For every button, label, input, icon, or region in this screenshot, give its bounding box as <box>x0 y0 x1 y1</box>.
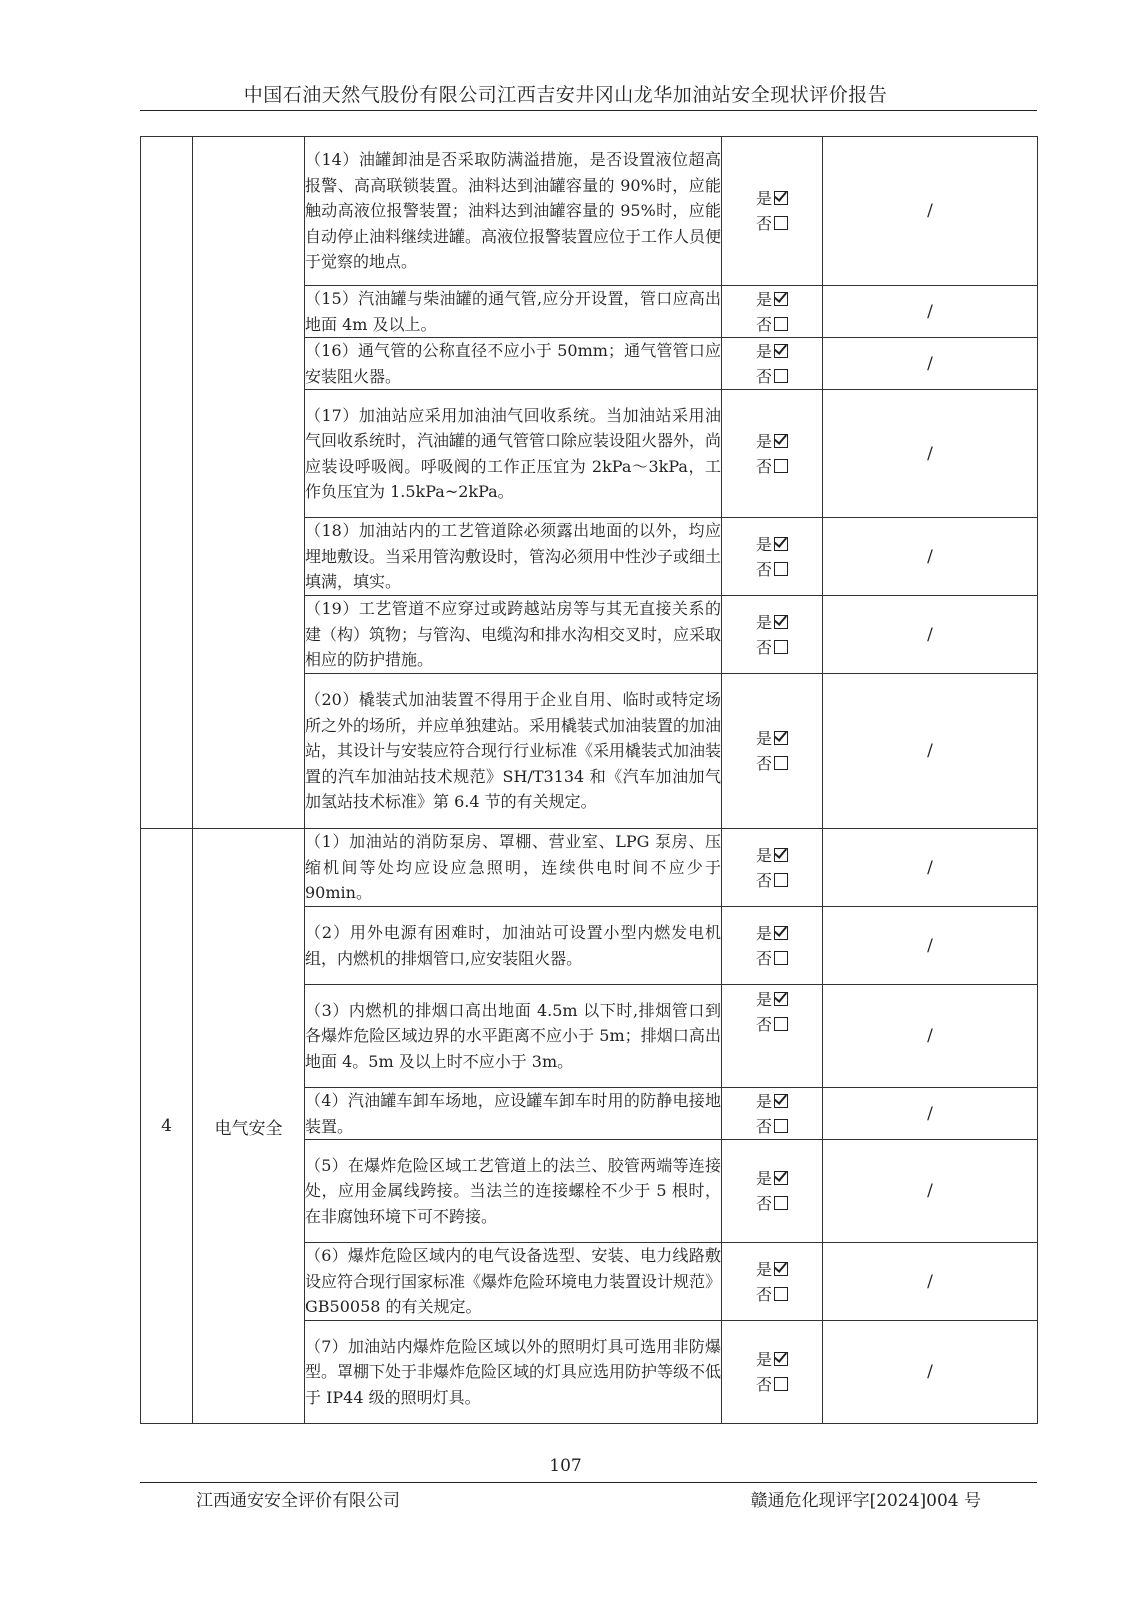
checked-box-icon <box>774 434 788 448</box>
no-label: 否 <box>755 214 772 233</box>
check-item-text: （4）汽油罐车卸车场地，应设罐车卸车时用的防静电接地装置。 <box>305 1088 722 1140</box>
check-item-text: （6）爆炸危险区域内的电气设备选型、安装、电力线路敷设应符合现行国家标准《爆炸危险环境电力装置设计规范》GB50058 的有关规定。 <box>305 1243 722 1321</box>
check-item-text: （3）内燃机的排烟口高出地面 4.5m 以下时,排烟管口到各爆炸危险区域边界的水平距离不应小于 5m；排烟口高出地面 4。5m 及以上时不应小于 3m。 <box>305 985 722 1088</box>
empty-box-icon <box>774 562 788 576</box>
result-cell: / <box>823 286 1038 338</box>
no-label: 否 <box>755 366 772 386</box>
checked-box-icon <box>774 292 788 306</box>
result-cell: / <box>823 137 1038 286</box>
yes-label: 是 <box>755 990 772 1009</box>
yes-label: 是 <box>755 1259 772 1279</box>
checked-box-icon <box>774 1352 788 1366</box>
empty-box-icon <box>774 317 788 331</box>
result-cell: / <box>823 338 1038 390</box>
yes-no-options <box>722 518 823 596</box>
empty-box-icon <box>774 369 788 383</box>
yes-no-options <box>722 1088 823 1140</box>
yes-label: 是 <box>755 1350 772 1369</box>
checked-box-icon <box>774 344 788 358</box>
yes-no-options <box>722 390 823 518</box>
result-cell: / <box>823 596 1038 674</box>
checked-box-icon <box>774 1171 788 1185</box>
item-category-cell: 电气安全 <box>193 829 305 1424</box>
result-cell: / <box>823 390 1038 518</box>
item-number-cell: 4 <box>141 829 193 1424</box>
footer-rule <box>140 1482 1037 1483</box>
empty-box-icon <box>774 756 788 770</box>
empty-box-icon <box>774 216 788 230</box>
yes-label: 是 <box>755 1091 772 1111</box>
check-item-text: （14）油罐卸油是否采取防满溢措施，是否设置液位超高报警、高高联锁装置。油料达到油罐容量的 90%时，应能触动高液位报警装置；油料达到油罐容量的 95%时，应能自动停止油料继续进罐。高液位报警装置应位于工作人员便于觉察的地点。 <box>305 137 722 286</box>
empty-box-icon <box>774 1287 788 1301</box>
check-item-text: （16）通气管的公称直径不应小于 50mm；通气管管口应安装阻火器。 <box>305 338 722 390</box>
check-item-text: （19）工艺管道不应穿过或跨越站房等与其无直接关系的建（构）筑物；与管沟、电缆沟和排水沟相交叉时，应采取相应的防护措施。 <box>305 596 722 674</box>
check-item-text: （2）用外电源有困难时，加油站可设置小型内燃发电机组，内燃机的排烟管口,应安装阻火器。 <box>305 907 722 985</box>
empty-box-icon <box>774 873 788 887</box>
no-label: 否 <box>755 1116 772 1136</box>
yes-no-options <box>722 286 823 338</box>
page-header-title: 中国石油天然气股份有限公司江西吉安井冈山龙华加油站安全现状评价报告 <box>243 84 888 106</box>
no-label: 否 <box>755 637 772 657</box>
no-label: 否 <box>755 1284 772 1304</box>
item-number-cell <box>141 137 193 829</box>
page-number: 107 <box>549 1456 582 1476</box>
yes-no-options <box>722 829 823 907</box>
no-label: 否 <box>755 456 772 476</box>
result-cell: / <box>823 1088 1038 1140</box>
yes-no-options <box>722 1321 823 1424</box>
table-row <box>141 137 1038 286</box>
check-item-text: （5）在爆炸危险区域工艺管道上的法兰、胶管两端等连接处，应用金属线跨接。当法兰的连接螺栓不少于 5 根时，在非腐蚀环境下可不跨接。 <box>305 1140 722 1243</box>
result-cell: / <box>823 985 1038 1088</box>
no-label: 否 <box>755 559 772 579</box>
yes-no-options <box>722 1140 823 1243</box>
checklist-table <box>140 136 1038 1424</box>
empty-box-icon <box>774 1377 788 1391</box>
yes-label: 是 <box>755 341 772 361</box>
empty-box-icon <box>774 951 788 965</box>
yes-label: 是 <box>755 845 772 865</box>
checked-box-icon <box>774 537 788 551</box>
footer-doc-code: 赣通危化现评字[2024]004 号 <box>750 1491 981 1511</box>
yes-label: 是 <box>755 289 772 309</box>
no-label: 否 <box>755 1194 772 1213</box>
checked-box-icon <box>774 1262 788 1276</box>
yes-label: 是 <box>755 729 772 748</box>
checked-box-icon <box>774 731 788 745</box>
footer-company: 江西通安安全评价有限公司 <box>196 1491 400 1511</box>
checked-box-icon <box>774 926 788 940</box>
no-label: 否 <box>755 1015 772 1034</box>
table-row <box>141 829 1038 907</box>
checked-box-icon <box>774 1094 788 1108</box>
empty-box-icon <box>774 1119 788 1133</box>
yes-no-options <box>722 907 823 985</box>
yes-label: 是 <box>755 534 772 554</box>
yes-no-options <box>722 596 823 674</box>
checked-box-icon <box>774 848 788 862</box>
check-item-text: （17）加油站应采用加油油气回收系统。当加油站采用油气回收系统时，汽油罐的通气管管口除应装设阻火器外，尚应装设呼吸阀。呼吸阀的工作正压宜为 2kPa～3kPa，工作负压宜为 1.5kPa~2kPa。 <box>305 390 722 518</box>
result-cell: / <box>823 1321 1038 1424</box>
no-label: 否 <box>755 870 772 890</box>
yes-no-options <box>722 1243 823 1321</box>
no-label: 否 <box>755 1375 772 1394</box>
item-category-cell <box>193 137 305 829</box>
checked-box-icon <box>774 191 788 205</box>
no-label: 否 <box>755 314 772 334</box>
checked-box-icon <box>774 992 788 1006</box>
yes-label: 是 <box>755 1169 772 1188</box>
empty-box-icon <box>774 459 788 473</box>
check-item-text: （20）橇装式加油装置不得用于企业自用、临时或特定场所之外的场所，并应单独建站。采用橇装式加油装置的加油站，其设计与安装应符合现行行业标准《采用橇装式加油装置的汽车加油站技术规范》SH/T3134 和《汽车加油加气加氢站技术标准》第 6.4 节的有关规定。 <box>305 674 722 829</box>
checked-box-icon <box>774 615 788 629</box>
yes-no-options <box>722 137 823 286</box>
result-cell: / <box>823 674 1038 829</box>
check-item-text: （18）加油站内的工艺管道除必须露出地面的以外，均应埋地敷设。当采用管沟敷设时，管沟必须用中性沙子或细土填满，填实。 <box>305 518 722 596</box>
result-cell: / <box>823 1140 1038 1243</box>
empty-box-icon <box>774 1196 788 1210</box>
yes-label: 是 <box>755 923 772 943</box>
yes-label: 是 <box>755 612 772 632</box>
result-cell: / <box>823 907 1038 985</box>
yes-no-options <box>722 338 823 390</box>
result-cell: / <box>823 829 1038 907</box>
check-item-text: （1）加油站的消防泵房、罩棚、营业室、LPG 泵房、压缩机间等处均应设应急照明，连续供电时间不应少于 90min。 <box>305 829 722 907</box>
yes-no-options <box>722 985 823 1088</box>
yes-no-options <box>722 674 823 829</box>
result-cell: / <box>823 1243 1038 1321</box>
check-item-text: （15）汽油罐与柴油罐的通气管,应分开设置，管口应高出地面 4m 及以上。 <box>305 286 722 338</box>
empty-box-icon <box>774 640 788 654</box>
yes-label: 是 <box>755 189 772 208</box>
no-label: 否 <box>755 754 772 773</box>
empty-box-icon <box>774 1017 788 1031</box>
yes-label: 是 <box>755 431 772 451</box>
check-item-text: （7）加油站内爆炸危险区域以外的照明灯具可选用非防爆型。罩棚下处于非爆炸危险区域的灯具应选用防护等级不低于 IP44 级的照明灯具。 <box>305 1321 722 1424</box>
header-rule <box>140 110 1037 111</box>
result-cell: / <box>823 518 1038 596</box>
no-label: 否 <box>755 948 772 968</box>
